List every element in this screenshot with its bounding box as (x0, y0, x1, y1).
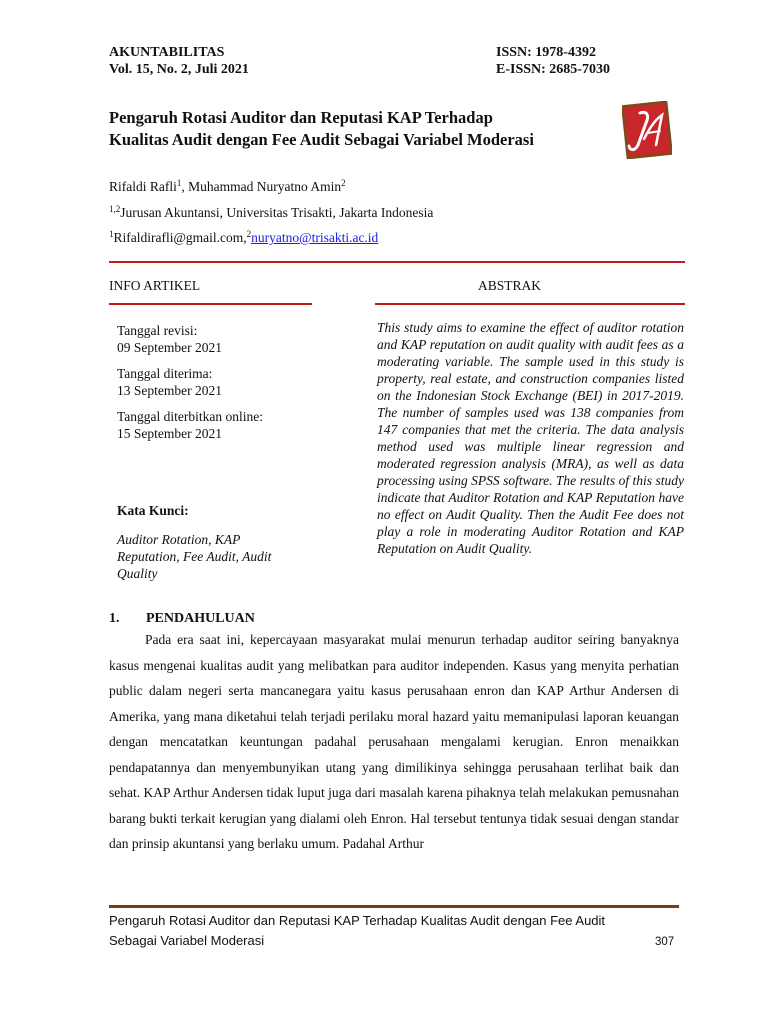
diterima-date: 13 September 2021 (117, 383, 222, 398)
footer-title-line-2: Sebagai Variabel Moderasi (109, 933, 265, 948)
journal-volume: Vol. 15, No. 2, Juli 2021 (109, 62, 249, 77)
author-1: Rifaldi Rafli (109, 179, 177, 194)
keywords-line-2: Reputation, Fee Audit, Audit (117, 549, 272, 564)
terbit-date: 15 September 2021 (117, 426, 222, 441)
abstrak-label: ABSTRAK (478, 278, 542, 293)
keywords (117, 531, 317, 582)
section-number: 1. (109, 611, 120, 626)
email-line (109, 229, 378, 246)
terbit-label: Tanggal diterbitkan online: (117, 409, 264, 424)
author-2: Muhammad Nuryatno Amin (188, 179, 342, 194)
author-line (109, 178, 346, 195)
eissn: E-ISSN: 2685-7030 (496, 62, 610, 77)
keywords-label: Kata Kunci: (117, 503, 189, 518)
journal-logo-icon (622, 101, 672, 159)
journal-name: AKUNTABILITAS (109, 45, 225, 60)
affiliation-sup: 1,2 (109, 204, 121, 214)
email-1-sup: 1 (109, 229, 114, 239)
email-1: Rifaldirafli@gmail.com, (113, 230, 247, 245)
keywords-line-3: Quality (117, 566, 158, 581)
footer-title-line-1: Pengaruh Rotasi Auditor dan Reputasi KAP Terhadap Kualitas Audit dengan Fee Audit (109, 913, 606, 928)
revisi-date: 09 September 2021 (117, 340, 222, 355)
info-artikel-rule (109, 303, 312, 305)
footer-rule (109, 905, 679, 908)
section-title: PENDAHULUAN (146, 611, 255, 626)
article-title-line-2: Kualitas Audit dengan Fee Audit Sebagai Variabel Moderasi (109, 130, 534, 149)
info-artikel-label: INFO ARTIKEL (109, 278, 201, 293)
diterima-label: Tanggal diterima: (117, 366, 213, 381)
revisi-label: Tanggal revisi: (117, 323, 198, 338)
abstract-text: This study aims to examine the effect of auditor rotation and KAP reputation on audit quality with audit fees as a moderating variable. The sample used in this study is property, real estate, and construction companies listed on the Indonesian Stock Exchange (BEI) in 2017-2019. The number of samples used was 138 companies from 147 companies that met the criteria. The data analysis method used was multiple linear regression and moderated regression analysis (MRA), as well as data processing using SPSS software. The results of this study indicate that Auditor Rotation and KAP Reputation have no effect on Audit Quality. Then the Audit Fee does not play a role in moderating Auditor Rotation and KAP Reputation on Audit Quality. (377, 320, 684, 556)
keywords-line-1: Auditor Rotation, KAP (117, 532, 241, 547)
top-rule (109, 261, 685, 263)
footer-title (109, 911, 669, 951)
article-dates (117, 322, 317, 442)
author-separator: , (181, 179, 189, 194)
email-2-sup: 2 (246, 229, 252, 239)
affiliation-text: Jurusan Akuntansi, Universitas Trisakti, Jakarta Indonesia (120, 205, 434, 220)
intro-paragraph: Pada era saat ini, kepercayaan masyarakat mulai menurun terhadap auditor seiring banyaknya kasus mengenai kualitas audit yang melibatkan para auditor independen. Kasus yang menyita perhatian public dalam negeri serta mancanegara yaitu kasus perusahaan enron dan KAP Arthur Andersen di Amerika, yang mana diketahui telah terjadi perilaku moral hazard yaitu memanipulasi laporan keuangan dengan mencatatkan keuntungan padahal perusahaan mengalami kerugian. Enron menaikkan pendapatannya dan menyembunyikan utang yang dimilikinya sehingga perusahaan terlihat baik dan sehat. KAP Arthur Andersen tidak luput juga dari masalah karena pihaknya telah melakukan pemusnahan barang bukti terkait kerugian yang dialami oleh Enron. Hal tersebut tentunya tidak sesuai dengan standar dan prinsip akuntansi yang berlaku umum. Padahal Arthur (109, 632, 679, 851)
article-title-line-1: Pengaruh Rotasi Auditor dan Reputasi KAP Terhadap (109, 108, 493, 127)
page-number: 307 (655, 936, 675, 948)
issn: ISSN: 1978-4392 (496, 45, 596, 60)
author-1-sup: 1 (176, 178, 182, 188)
author-2-sup: 2 (341, 178, 346, 188)
email-2-link[interactable]: nuryatno@trisakti.ac.id (251, 230, 379, 245)
abstrak-rule (375, 303, 685, 305)
affiliation (109, 204, 433, 221)
